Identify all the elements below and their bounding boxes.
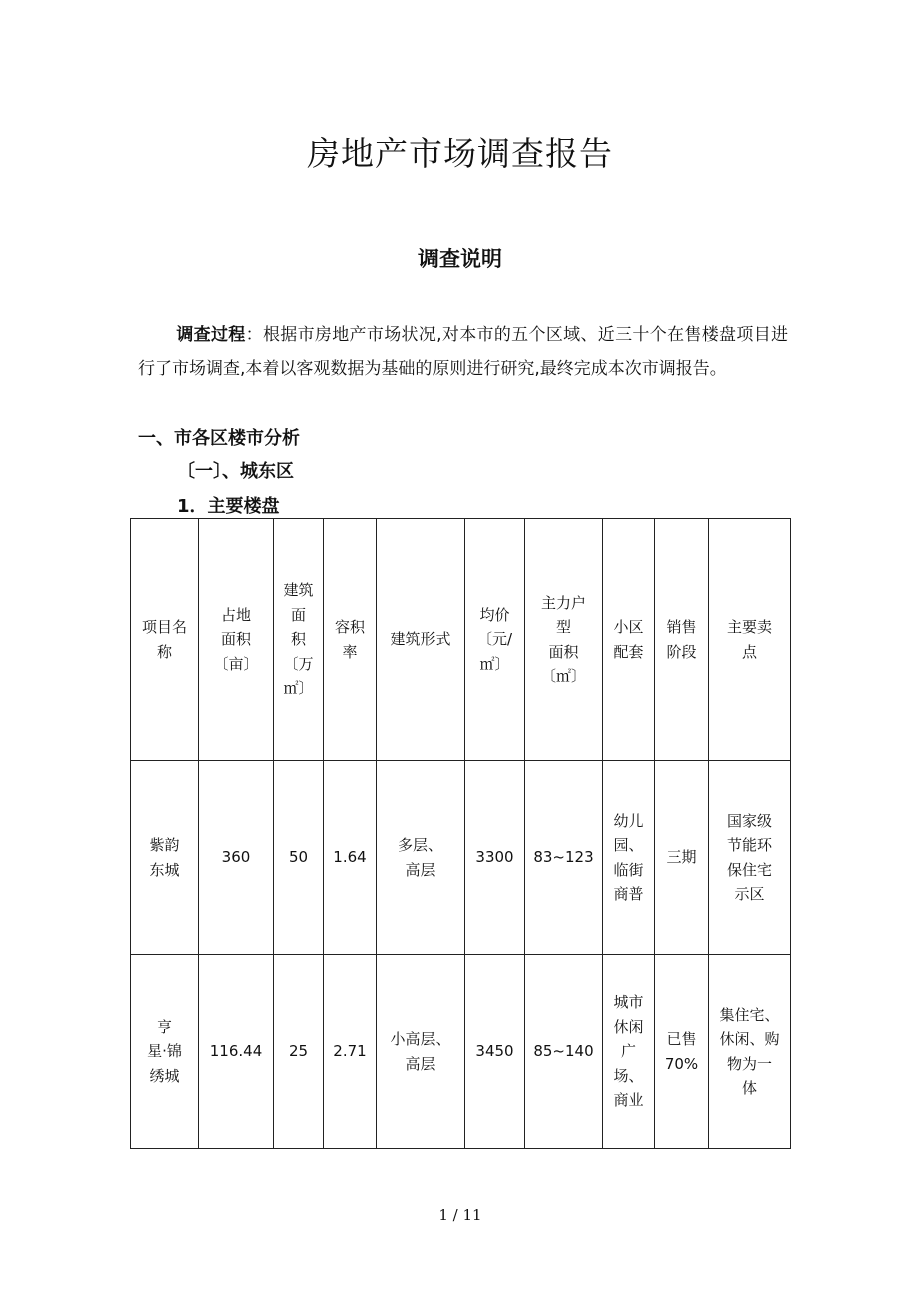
cell-line: 〔元/ xyxy=(476,630,513,649)
table-cell xyxy=(274,955,324,1149)
cell-line: 国家级 xyxy=(726,811,772,830)
cell-line: 物为一 xyxy=(726,1054,772,1073)
column-header xyxy=(324,519,377,761)
cell-line: 率 xyxy=(342,642,358,661)
cell-line: 85~140 xyxy=(533,1042,594,1061)
cell-line: 116.44 xyxy=(209,1042,263,1061)
column-header xyxy=(525,519,603,761)
cell-line: 亨 xyxy=(156,1017,172,1036)
column-header xyxy=(199,519,274,761)
table-cell xyxy=(131,955,199,1149)
cell-line: 均价 xyxy=(479,605,510,624)
cell-line: 〔万 xyxy=(283,654,314,673)
cell-line: 星·锦 xyxy=(147,1042,182,1061)
cell-line: 面积〔亩〕 xyxy=(213,630,259,673)
cell-line: 多层、 xyxy=(397,836,443,854)
table-row xyxy=(131,761,791,955)
cell-line: 东城 xyxy=(149,860,180,879)
heading-level-1: 一、市各区楼市分析 xyxy=(138,428,300,449)
cell-line: 节能环 xyxy=(726,836,772,854)
cell-line: 型 xyxy=(555,618,571,636)
cell-line: 〔㎡〕 xyxy=(540,667,586,685)
cell-line: 阶段 xyxy=(666,642,697,661)
cell-line: 休闲、购 xyxy=(719,1030,780,1048)
cell-line: 园、 xyxy=(613,836,644,854)
cell-line: 广场、 xyxy=(613,1042,644,1085)
cell-line: 面 xyxy=(290,605,306,624)
cell-line: 面积 xyxy=(548,642,579,661)
cell-line: 示区 xyxy=(734,885,765,903)
table-cell xyxy=(274,761,324,955)
column-header xyxy=(465,519,525,761)
cell-line: 高层 xyxy=(405,860,436,879)
cell-line: 主要卖 xyxy=(726,618,772,636)
table-cell xyxy=(709,955,791,1149)
column-header xyxy=(377,519,465,761)
cell-line: 主力户 xyxy=(540,593,586,612)
section-subtitle: 调查说明 xyxy=(418,247,502,271)
table-cell xyxy=(465,761,525,955)
cell-line: 占地 xyxy=(220,605,251,624)
intro-lead: 调查过程 xyxy=(176,325,246,345)
table-cell xyxy=(525,955,603,1149)
table-cell xyxy=(199,761,274,955)
table-cell xyxy=(199,955,274,1149)
cell-line: 小区 xyxy=(613,618,644,636)
cell-line: 城市 xyxy=(613,993,644,1012)
cell-line: 称 xyxy=(156,642,172,661)
cell-line: 紫韵 xyxy=(149,836,180,854)
cell-line: 360 xyxy=(221,848,251,867)
cell-line: 建筑形式 xyxy=(390,630,451,649)
cell-line: 体 xyxy=(741,1079,757,1097)
cell-line: 1.64 xyxy=(333,848,367,867)
table-cell xyxy=(655,761,709,955)
cell-line: 点 xyxy=(741,642,757,661)
cell-line: 保住宅 xyxy=(726,860,772,879)
cell-line: 小高层、 xyxy=(390,1030,451,1048)
column-header xyxy=(274,519,324,761)
cell-line: 25 xyxy=(288,1042,309,1061)
table-cell xyxy=(324,761,377,955)
table-row xyxy=(131,955,791,1149)
property-table xyxy=(130,518,791,1149)
cell-line: 70% xyxy=(664,1054,699,1073)
document-title: 房地产市场调查报告 xyxy=(307,134,613,173)
column-header xyxy=(655,519,709,761)
cell-line: 销售 xyxy=(666,618,697,636)
page-number: 1 / 11 xyxy=(438,1206,482,1224)
column-header xyxy=(131,519,199,761)
cell-line: 3450 xyxy=(475,1042,514,1061)
cell-line: 容积 xyxy=(334,618,365,636)
table-header-row xyxy=(131,519,791,761)
cell-line: 绣城 xyxy=(149,1066,180,1085)
table-cell xyxy=(377,761,465,955)
table-cell xyxy=(655,955,709,1149)
cell-line: 三期 xyxy=(666,848,697,867)
intro-text: ：根据市房地产市场状况,对本市的五个区域、近三十个在售楼盘项目进行了市场调查,本着以客观数据为基础的原则进行研究,最终完成本次市调报告。 xyxy=(138,325,789,379)
cell-line: 积 xyxy=(290,630,306,649)
cell-line: 项目名 xyxy=(141,618,187,636)
cell-line: 商普 xyxy=(613,885,644,903)
cell-line: 临街 xyxy=(613,860,644,879)
cell-line: 高层 xyxy=(405,1054,436,1073)
table-cell xyxy=(131,761,199,955)
table-cell xyxy=(709,761,791,955)
column-header xyxy=(603,519,655,761)
table-cell xyxy=(377,955,465,1149)
heading-level-2: 〔一〕、城东区 xyxy=(177,461,294,482)
cell-line: 幼儿 xyxy=(613,811,644,830)
cell-line: 3300 xyxy=(475,848,514,867)
cell-line: 2.71 xyxy=(333,1042,367,1061)
cell-line: 休闲 xyxy=(613,1017,644,1036)
table-cell xyxy=(525,761,603,955)
cell-line: 商业 xyxy=(613,1091,644,1110)
cell-line: ㎡〕 xyxy=(283,679,314,698)
cell-line: 50 xyxy=(288,848,309,867)
table-cell xyxy=(465,955,525,1149)
table-cell xyxy=(324,955,377,1149)
cell-line: ㎡〕 xyxy=(479,654,510,673)
cell-line: 已售 xyxy=(666,1030,697,1048)
cell-line: 集住宅、 xyxy=(719,1005,780,1024)
heading-level-3: 1．主要楼盘 xyxy=(177,496,280,517)
column-header xyxy=(709,519,791,761)
table-cell xyxy=(603,955,655,1149)
cell-line: 建筑 xyxy=(283,581,314,600)
cell-line: 83~123 xyxy=(533,848,594,867)
intro-paragraph xyxy=(138,318,788,386)
cell-line: 配套 xyxy=(613,642,644,661)
table-cell xyxy=(603,761,655,955)
